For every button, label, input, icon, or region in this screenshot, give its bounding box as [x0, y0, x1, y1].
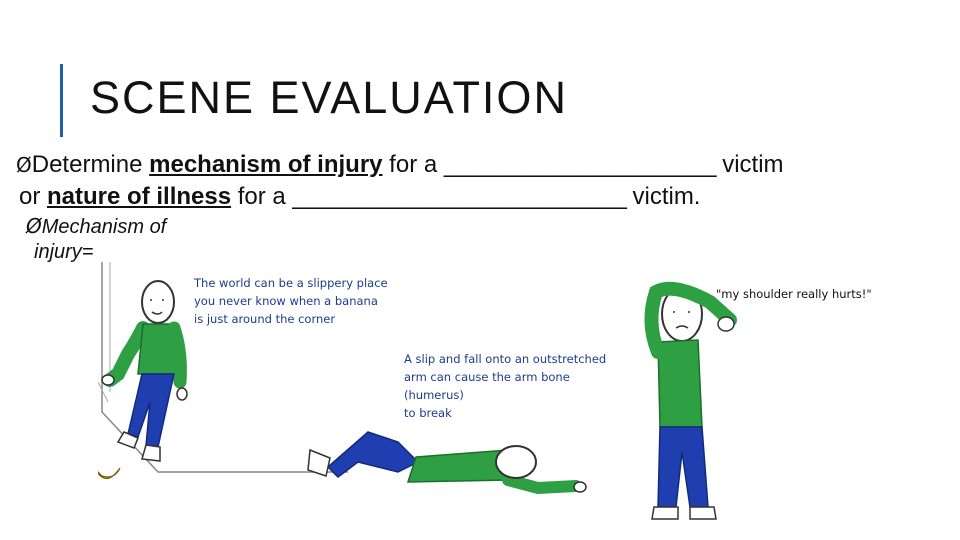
caption-line: arm can cause the arm bone — [404, 370, 570, 384]
text-fragment: or — [19, 183, 48, 210]
text-fragment: victim. — [625, 183, 701, 210]
fallen-person — [308, 432, 586, 492]
walking-person — [102, 281, 187, 461]
bullet-line-2 — [16, 181, 956, 213]
text-fragment: Determine — [31, 151, 150, 178]
caption-line: you never know when a banana — [194, 294, 378, 308]
slide-title: SCENE EVALUATION — [90, 72, 568, 123]
caption-line: to break — [404, 406, 452, 420]
injured-person — [651, 287, 734, 519]
bullet2-line-1 — [26, 214, 166, 240]
caption-line: A slip and fall onto an outstretched — [404, 352, 607, 366]
caption-line: The world can be a slippery place — [194, 276, 388, 290]
bullet2-line-2: injury= — [34, 241, 94, 263]
caption-line: is just around the corner — [194, 312, 336, 326]
text-fragment: for a — [231, 183, 293, 210]
caption-line: (humerus) — [404, 388, 464, 402]
term-nature-of-illness: nature of illness — [47, 183, 232, 210]
quote-shoulder-hurts: "my shoulder really hurts!" — [716, 287, 872, 301]
bullet2-text: Mechanism of — [41, 216, 167, 238]
caption-slippery-place — [194, 274, 388, 328]
bullet-mechanism — [26, 214, 166, 265]
title-accent-bar — [60, 64, 63, 137]
fill-blank-1: ______________________ — [443, 151, 716, 178]
caption-slip-and-fall — [404, 350, 606, 422]
bullet-line-1 — [16, 149, 956, 181]
term-mechanism-of-injury: mechanism of injury — [149, 151, 383, 178]
fill-blank-2: ___________________________ — [292, 183, 626, 210]
bullet-determine — [16, 149, 956, 213]
text-fragment: victim — [715, 151, 784, 178]
banana-icon — [98, 468, 120, 479]
bullet-arrow-icon: Ø — [16, 153, 32, 177]
bullet-arrow-icon: Ø — [26, 214, 42, 238]
text-fragment: for a — [382, 151, 444, 178]
